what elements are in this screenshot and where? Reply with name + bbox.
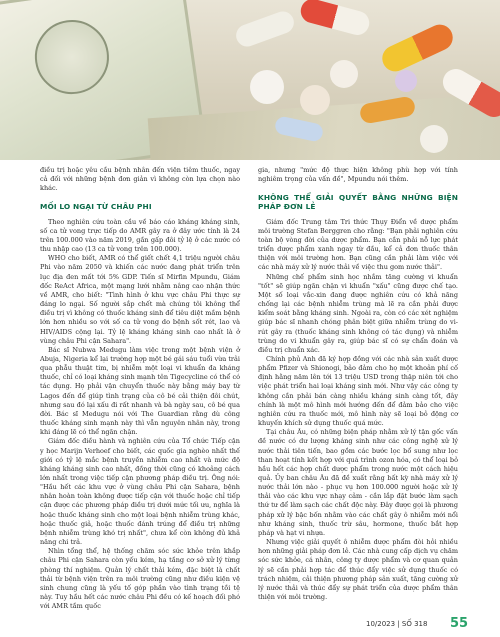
pill xyxy=(298,0,372,38)
right-column xyxy=(258,166,458,602)
banknote-seal xyxy=(30,15,114,99)
left-intro: điều trị hoặc yêu cầu bệnh nhân đến viện tiêm thuốc, ngay cả đối với những bệnh đơn giản vì không còn lựa chọn nào khác. xyxy=(40,166,240,193)
issue-label: 10/2023 | SỐ 318 xyxy=(366,620,428,628)
page-footer xyxy=(360,616,500,632)
paragraph: Những chế phẩm sinh học nhắm tăng cường vi khuẩn "tốt" sẽ giúp ngăn chặn vi khuẩn "xấu" cũng được chế tạo. Một số loại vắc-xin đang được nghiên cứu có khả năng chống lại các bệnh nhiễm trùng mà lẽ ra cần phải được kiểm soát bằng kháng sinh. Ngoài ra, còn có các xét nghiệm giúp bác sĩ nhanh chóng phân biệt giữa nhiễm trùng do vi-rút gây ra (thuốc kháng sinh không có tác dụng) và nhiễm trùng do vi khuẩn gây ra, giúp bác sĩ có sự chẩn đoán và điều trị chuẩn xác. xyxy=(258,272,458,354)
pill xyxy=(378,20,457,75)
paragraph: Nhìn tổng thể, hệ thống chăm sóc sức khỏe trên khắp châu Phi cận Sahara còn yếu kém, hạ tầng cơ sở xử lý từng phòng thí nghiệm. Quản lý chất thải kém, đặc biệt là chất thải từ bệnh viện trên ra môi trường cũng như điều kiện vệ sinh chung cũng là yếu tố góp phần vào tình trạng tồi tệ này. Tuy hầu hết các nước châu Phi đều có kế hoạch đối phó với AMR tầm quốc xyxy=(40,547,240,611)
pill xyxy=(250,70,284,104)
left-column xyxy=(40,166,240,611)
pill xyxy=(233,8,297,49)
paragraph: Theo nghiên cứu toàn cầu về báo cáo kháng kháng sinh, số ca tử vong trực tiếp do AMR gây ra ở đây ước tính là 24 trên 100.000 vào năm 2019, gần gấp đôi tỷ lệ ở các nước có thu nhập cao (13 ca tử vong trên 100.000). xyxy=(40,217,240,254)
header-photo xyxy=(0,0,500,160)
section-heading-africa: MỐI LO NGẠI TỪ CHÂU PHI xyxy=(40,202,152,212)
pill xyxy=(330,60,358,88)
paragraph: Tại châu Âu, có những biện pháp nhằm xử lý tận gốc vấn đề nước có dư lượng kháng sinh như các công nghệ xử lý nước thải tiên tiến, bao gồm các bước lọc bổ sung như lọc than hoạt tính kết hợp với quá trình ozon hóa, có thể loại bỏ hầu hết các hợp chất dược phẩm trong nước một cách hiệu quả. Ủy ban châu Âu đã đề xuất rằng bất kỳ nhà máy xử lý nước thải lớn nào - phục vụ hơn 100.000 người hoặc xử lý thải vào các khu vực nhạy cảm - cần lắp đặt bước làm sạch thứ tư để làm sạch các chất độc này. Đây được gọi là phương pháp xử lý bậc bốn nhằm vào các chất gây ô nhiễm mới nổi như kháng sinh, thuốc trừ sâu, hormone, thuốc bắt hợp pháp và hạt vi nhựa. xyxy=(258,428,458,537)
paragraph: WHO cho biết, AMR có thể giết chết 4,1 triệu người châu Phi vào năm 2050 và khiến các nước đang phát triển trên lục địa đen mất tới 5% GDP. Tiến sĩ Mirfin Mpundu, Giám đốc ReAct Africa, một mạng lưới nhằm nâng cao nhận thức về AMR, cho biết: "Tình hình ở khu vực châu Phi thực sự đáng lo ngại. Số người sắp chết mà chúng tôi không thể điều trị vì không có thuốc kháng sinh để tiêu diệt mầm bệnh lớn hơn nhiều so với số ca tử vong do bệnh sốt rét, lao và HIV/AIDS cộng lại. Tỷ lệ kháng kháng sinh cao nhất là ở vùng châu Phi cận Sahara". xyxy=(40,254,240,345)
paragraph: Nhưng việc giải quyết ô nhiễm dược phẩm đòi hỏi nhiều hơn những giải pháp đơn lẻ. Các nhà cung cấp dịch vụ chăm sóc sức khỏe, cá nhân, công ty dược phẩm và cơ quan quản lý sẽ cần phải hợp tác để thúc đẩy việc sử dụng thuốc có trách nhiệm, cải thiện phương pháp sản xuất, tăng cường xử lý nước thải và thúc đẩy sự phát triển của dược phẩm thân thiện với môi trường. xyxy=(258,538,458,602)
paragraph: Bác sĩ Nubwa Medugu làm việc trong một bệnh viện ở Abuja, Nigeria kể lại trường hợp một bé gái sáu tuổi vừa trải qua phẫu thuật tim, bị nhiễm một loại vi khuẩn đa kháng thuốc, chỉ có loại kháng sinh mạnh tên Tigecycline có thể có tác dụng. Họ phải vận chuyển thuốc này bằng máy bay từ Lagos đến để giúp tình trạng của cô bé cải thiện đôi chút, nhưng sau đó lại xấu đi rất nhanh và bà ngày sau, cô bé qua đời. Bác sĩ Medugu nói với The Guardian rằng dù công thuốc kháng sinh mạnh này thì vẫn nguyên nhân này, trong khi đáng lẽ có thể ngăn chặn. xyxy=(40,345,240,437)
pill xyxy=(420,125,448,153)
paragraph: Chính phủ Anh đã ký hợp đồng với các nhà sản xuất dược phẩm Pfizer và Shionogi, bảo đảm cho họ một khoản phí cố định hằng năm lên tới 13 triệu USD trong thập niên tới cho việc phát triển hai loại kháng sinh mới. Như vậy các công ty không cần phải bán càng nhiều kháng sinh càng tốt, đây chính là một mô hình mới hướng đến để đảm bảo cho việc nghiên cứu ra thuốc mới, mô hình này sẽ loại bỏ động cơ khuyến khích sử dụng thuốc quá mức. xyxy=(258,354,458,428)
pill xyxy=(395,70,417,92)
section-heading-solutions: KHÔNG THỂ GIẢI QUYẾT BẰNG NHỮNG BIỆN PHÁP ĐƠN LẺ xyxy=(258,193,458,212)
paragraph: Giám đốc Trung tâm Tri thức Thụy Điển về dược phẩm môi trường Stefan Berggren cho rằng: "Bạn phải nghiên cứu toàn bộ vòng đời của dược phẩm. Bạn cần phải nỗ lực phát triển dược phẩm xanh ngay từ đầu, kể cả đơn thuốc thân thiện với môi trường hơn. Bạn cũng cần phải làm việc với các nhà máy xử lý nước thải về việc thu gom nước thải". xyxy=(258,217,458,272)
page-number: 55 xyxy=(450,616,469,631)
paragraph: Giám đốc điều hành và nghiên cứu của Tổ chức Tiếp cận y học Marijn Verhoef cho biết, các quốc gia nghèo nhất thế giới có tỷ lệ mắc bệnh truyền nhiễm cao nhất và mức độ kháng kháng sinh cao nhất, đồng thời cũng có khoảng cách lớn nhất trong việc tiếp cận phương pháp điều trị. Ông nói: "Hầu hết các khu vực ở vùng châu Phi cận Sahara, bệnh nhân hoàn toàn không được tiếp cận với thuốc hoặc chỉ tiếp cận được các phương pháp điều trị dưới mức tối ưu, nghĩa là hoặc thuốc kháng sinh cho một loại bệnh nhiễm trùng khác, hoặc thuốc giả, hoặc thuốc đánh trúng để điều trị những bệnh nhiễm trùng khó trị nhất", chưa kể còn không đủ khả năng chi trả. xyxy=(40,437,240,547)
pill xyxy=(300,85,330,115)
right-intro: gia, nhưng "mức độ thực hiện không phù hợp với tính nghiêm trọng của vấn đề", Mpundu nói thêm. xyxy=(258,166,458,184)
